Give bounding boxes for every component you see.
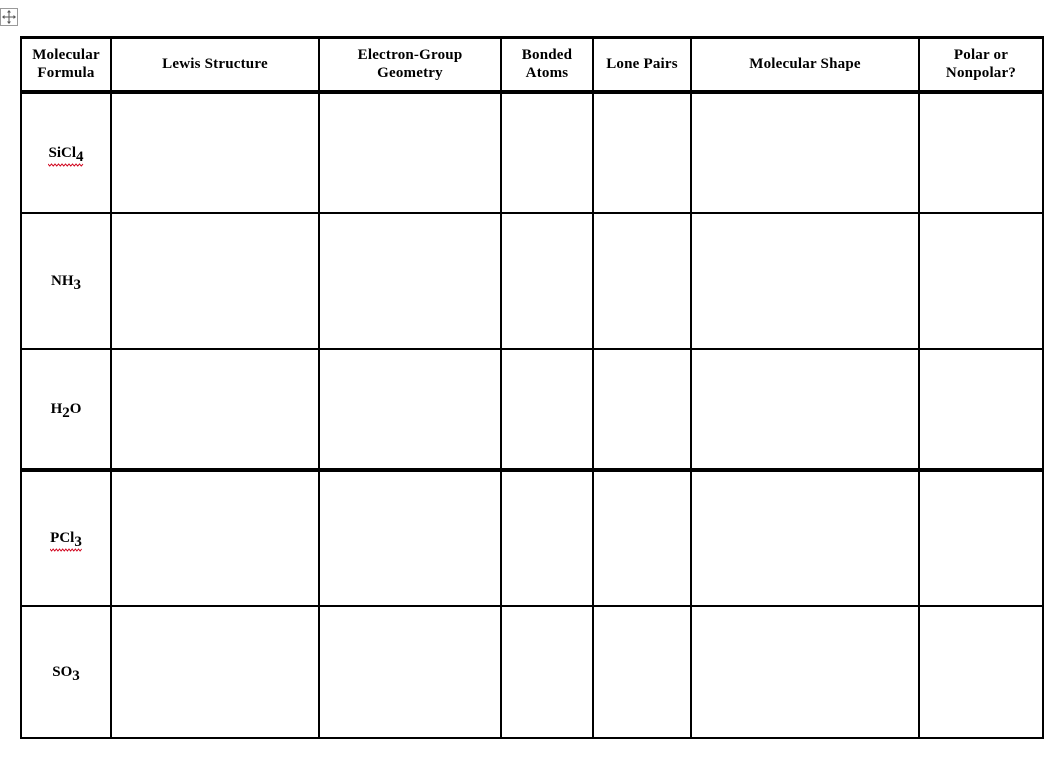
table-row: [21, 349, 1043, 470]
header-bonded-atoms: Bonded Atoms: [501, 38, 593, 92]
table-row: [21, 213, 1043, 349]
polarity-cell[interactable]: [919, 470, 1043, 606]
formula-cell: [21, 92, 111, 213]
lewis-structure-cell[interactable]: [111, 213, 319, 349]
header-electron-group-geometry: Electron-Group Geometry: [319, 38, 501, 92]
molecular-shape-cell[interactable]: [691, 349, 919, 470]
formula-sicl4: SiCl$_4$: [48, 144, 84, 165]
header-row: [21, 38, 1043, 92]
table-move-handle[interactable]: [0, 8, 18, 26]
lone-pairs-cell[interactable]: [593, 213, 691, 349]
header-molecular-formula: Molecular Formula: [21, 38, 111, 92]
bonded-atoms-cell[interactable]: [501, 349, 593, 470]
table-row: [21, 92, 1043, 213]
electron-group-geometry-cell[interactable]: [319, 606, 501, 738]
polarity-cell[interactable]: [919, 92, 1043, 213]
header-lewis-structure: Lewis Structure: [111, 38, 319, 92]
electron-group-geometry-cell[interactable]: [319, 470, 501, 606]
table-row: [21, 470, 1043, 606]
polarity-cell[interactable]: [919, 213, 1043, 349]
formula-cell: [21, 213, 111, 349]
formula-cell: [21, 470, 111, 606]
header-lone-pairs: Lone Pairs: [593, 38, 691, 92]
bonded-atoms-cell[interactable]: [501, 470, 593, 606]
electron-group-geometry-cell[interactable]: [319, 349, 501, 470]
lone-pairs-cell[interactable]: [593, 470, 691, 606]
formula-so3: $SO_3$: [52, 663, 80, 684]
header-polar-or-nonpolar: Polar or Nonpolar?: [919, 38, 1043, 92]
polarity-cell[interactable]: [919, 349, 1043, 470]
lewis-structure-cell[interactable]: [111, 606, 319, 738]
lone-pairs-cell[interactable]: [593, 92, 691, 213]
formula-cell: [21, 349, 111, 470]
formula-h2o: $H_2O$: [50, 400, 82, 421]
molecular-shape-cell[interactable]: [691, 213, 919, 349]
table-row: [21, 606, 1043, 738]
molecule-worksheet-table: [20, 36, 1044, 739]
spellcheck-underline: [48, 163, 83, 167]
formula-nh3: $NH_3$: [51, 272, 81, 293]
bonded-atoms-cell[interactable]: [501, 606, 593, 738]
lewis-structure-cell[interactable]: [111, 92, 319, 213]
bonded-atoms-cell[interactable]: [501, 213, 593, 349]
lewis-structure-cell[interactable]: [111, 470, 319, 606]
spellcheck-underline: [50, 548, 82, 552]
molecular-shape-cell[interactable]: [691, 470, 919, 606]
header-molecular-shape: Molecular Shape: [691, 38, 919, 92]
formula-cell: [21, 606, 111, 738]
polarity-cell[interactable]: [919, 606, 1043, 738]
lewis-structure-cell[interactable]: [111, 349, 319, 470]
formula-pcl3: PCl$_3$: [50, 530, 82, 550]
lone-pairs-cell[interactable]: [593, 349, 691, 470]
electron-group-geometry-cell[interactable]: [319, 213, 501, 349]
four-arrow-move-icon: [1, 9, 17, 25]
electron-group-geometry-cell[interactable]: [319, 92, 501, 213]
bonded-atoms-cell[interactable]: [501, 92, 593, 213]
lone-pairs-cell[interactable]: [593, 606, 691, 738]
molecular-shape-cell[interactable]: [691, 92, 919, 213]
molecular-shape-cell[interactable]: [691, 606, 919, 738]
